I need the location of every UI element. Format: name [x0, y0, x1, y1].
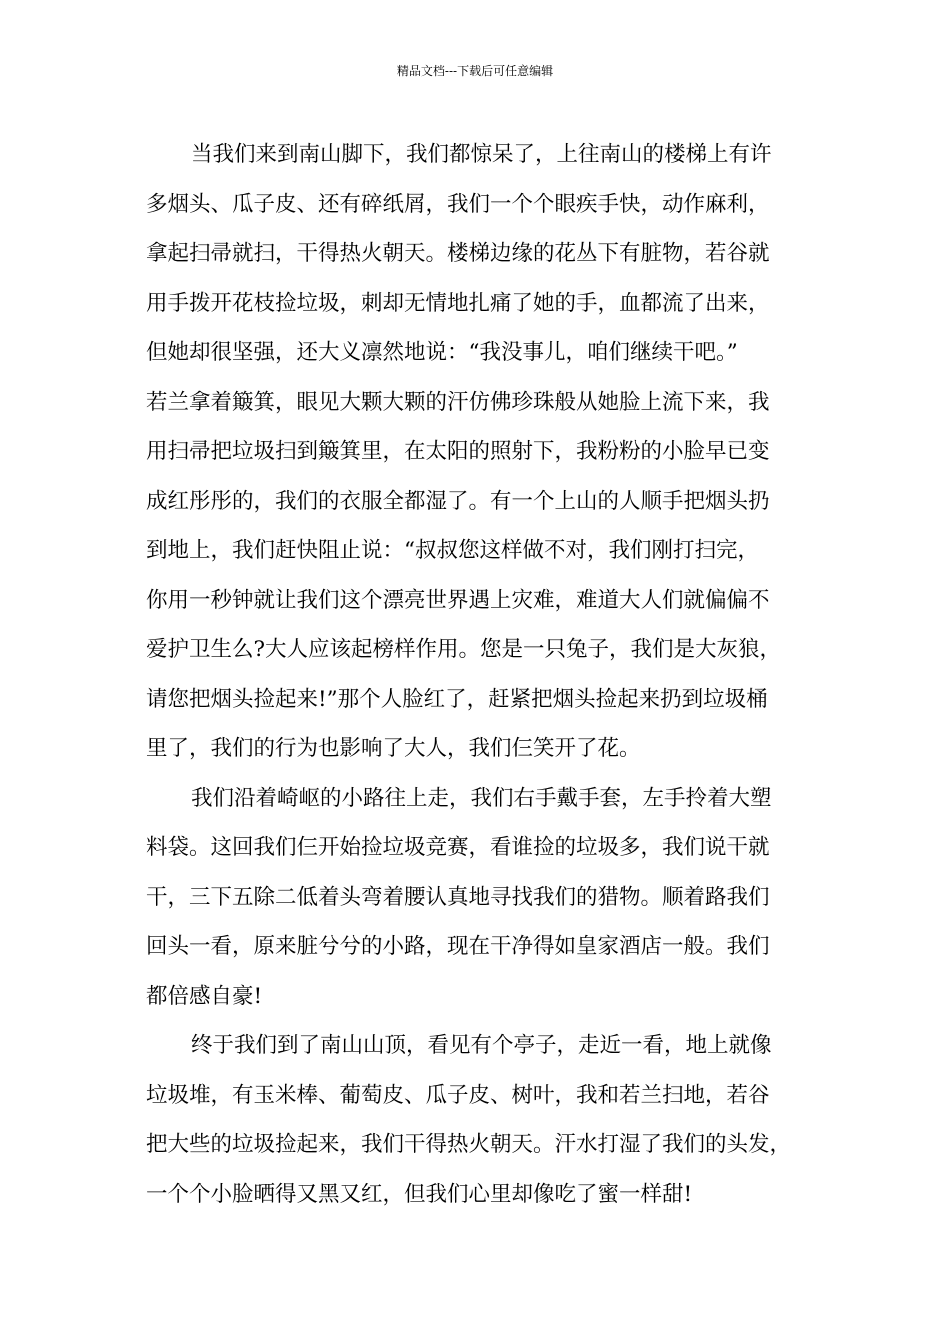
text-line: 一个个小脸晒得又黑又红，但我们心里却像吃了蜜一样甜! [146, 1181, 693, 1207]
text-line: 里了，我们的行为也影响了大人，我们仨笑开了花。 [146, 736, 641, 761]
text-line: 用手拨开花枝捡垃圾，刺却无情地扎痛了她的手，血都流了出来， [146, 290, 770, 316]
page-header: 精品文档---下载后可任意编辑 [396, 64, 554, 78]
text-line: 料袋。这回我们仨开始捡垃圾竞赛，看谁捡的垃圾多，我们说干就 [146, 835, 770, 860]
text-line: 终于我们到了南山山顶，看见有个亭子，走近一看，地上就像 [191, 1033, 772, 1058]
text-line: 把大些的垃圾捡起来，我们干得热火朝天。汗水打湿了我们的头发， [146, 1132, 792, 1157]
text-line: 拿起扫帚就扫，干得热火朝天。楼梯边缘的花丛下有脏物，若谷就 [146, 241, 770, 266]
paragraph [146, 1021, 826, 1219]
text-line: 干，三下五除二低着头弯着腰认真地寻找我们的猎物。顺着路我们 [146, 884, 770, 910]
text-line: 多烟头、瓜子皮、还有碎纸屑，我们一个个眼疾手快，动作麻利， [146, 191, 770, 217]
paragraph [146, 130, 826, 774]
text-line: 成红彤彤的，我们的衣服全都湿了。有一个上山的人顺手把烟头扔 [146, 488, 770, 514]
text-line: 请您把烟头捡起来!”那个人脸红了，赶紧把烟头捡起来扔到垃圾桶 [146, 686, 768, 712]
text-line: 到地上，我们赶快阻止说：“叔叔您这样做不对，我们刚打扫完， [146, 538, 759, 563]
paragraph [146, 774, 826, 1022]
text-line: 爱护卫生么?大人应该起榜样作用。您是一只兔子，我们是大灰狼， [146, 637, 782, 662]
text-line: 都倍感自豪! [146, 983, 263, 1009]
text-line: 若兰拿着簸箕，眼见大颗大颗的汗仿佛珍珠般从她脸上流下来，我 [146, 389, 770, 415]
text-line: 你用一秒钟就让我们这个漂亮世界遇上灾难，难道大人们就偏偏不 [146, 587, 770, 613]
text-line: 用扫帚把垃圾扫到簸箕里，在太阳的照射下，我粉粉的小脸早已变 [146, 439, 770, 464]
text-line: 回头一看，原来脏兮兮的小路，现在干净得如皇家酒店一般。我们 [146, 934, 770, 959]
text-line: 但她却很坚强，还大义凛然地说：“我没事儿，咱们继续干吧。” [146, 340, 738, 365]
text-line: 垃圾堆，有玉米棒、葡萄皮、瓜子皮、树叶，我和若兰扫地，若谷 [146, 1082, 770, 1108]
document-body [146, 130, 826, 1219]
text-line: 我们沿着崎岖的小路往上走，我们右手戴手套，左手拎着大塑 [191, 785, 772, 811]
text-line: 当我们来到南山脚下，我们都惊呆了，上往南山的楼梯上有许 [191, 142, 772, 167]
